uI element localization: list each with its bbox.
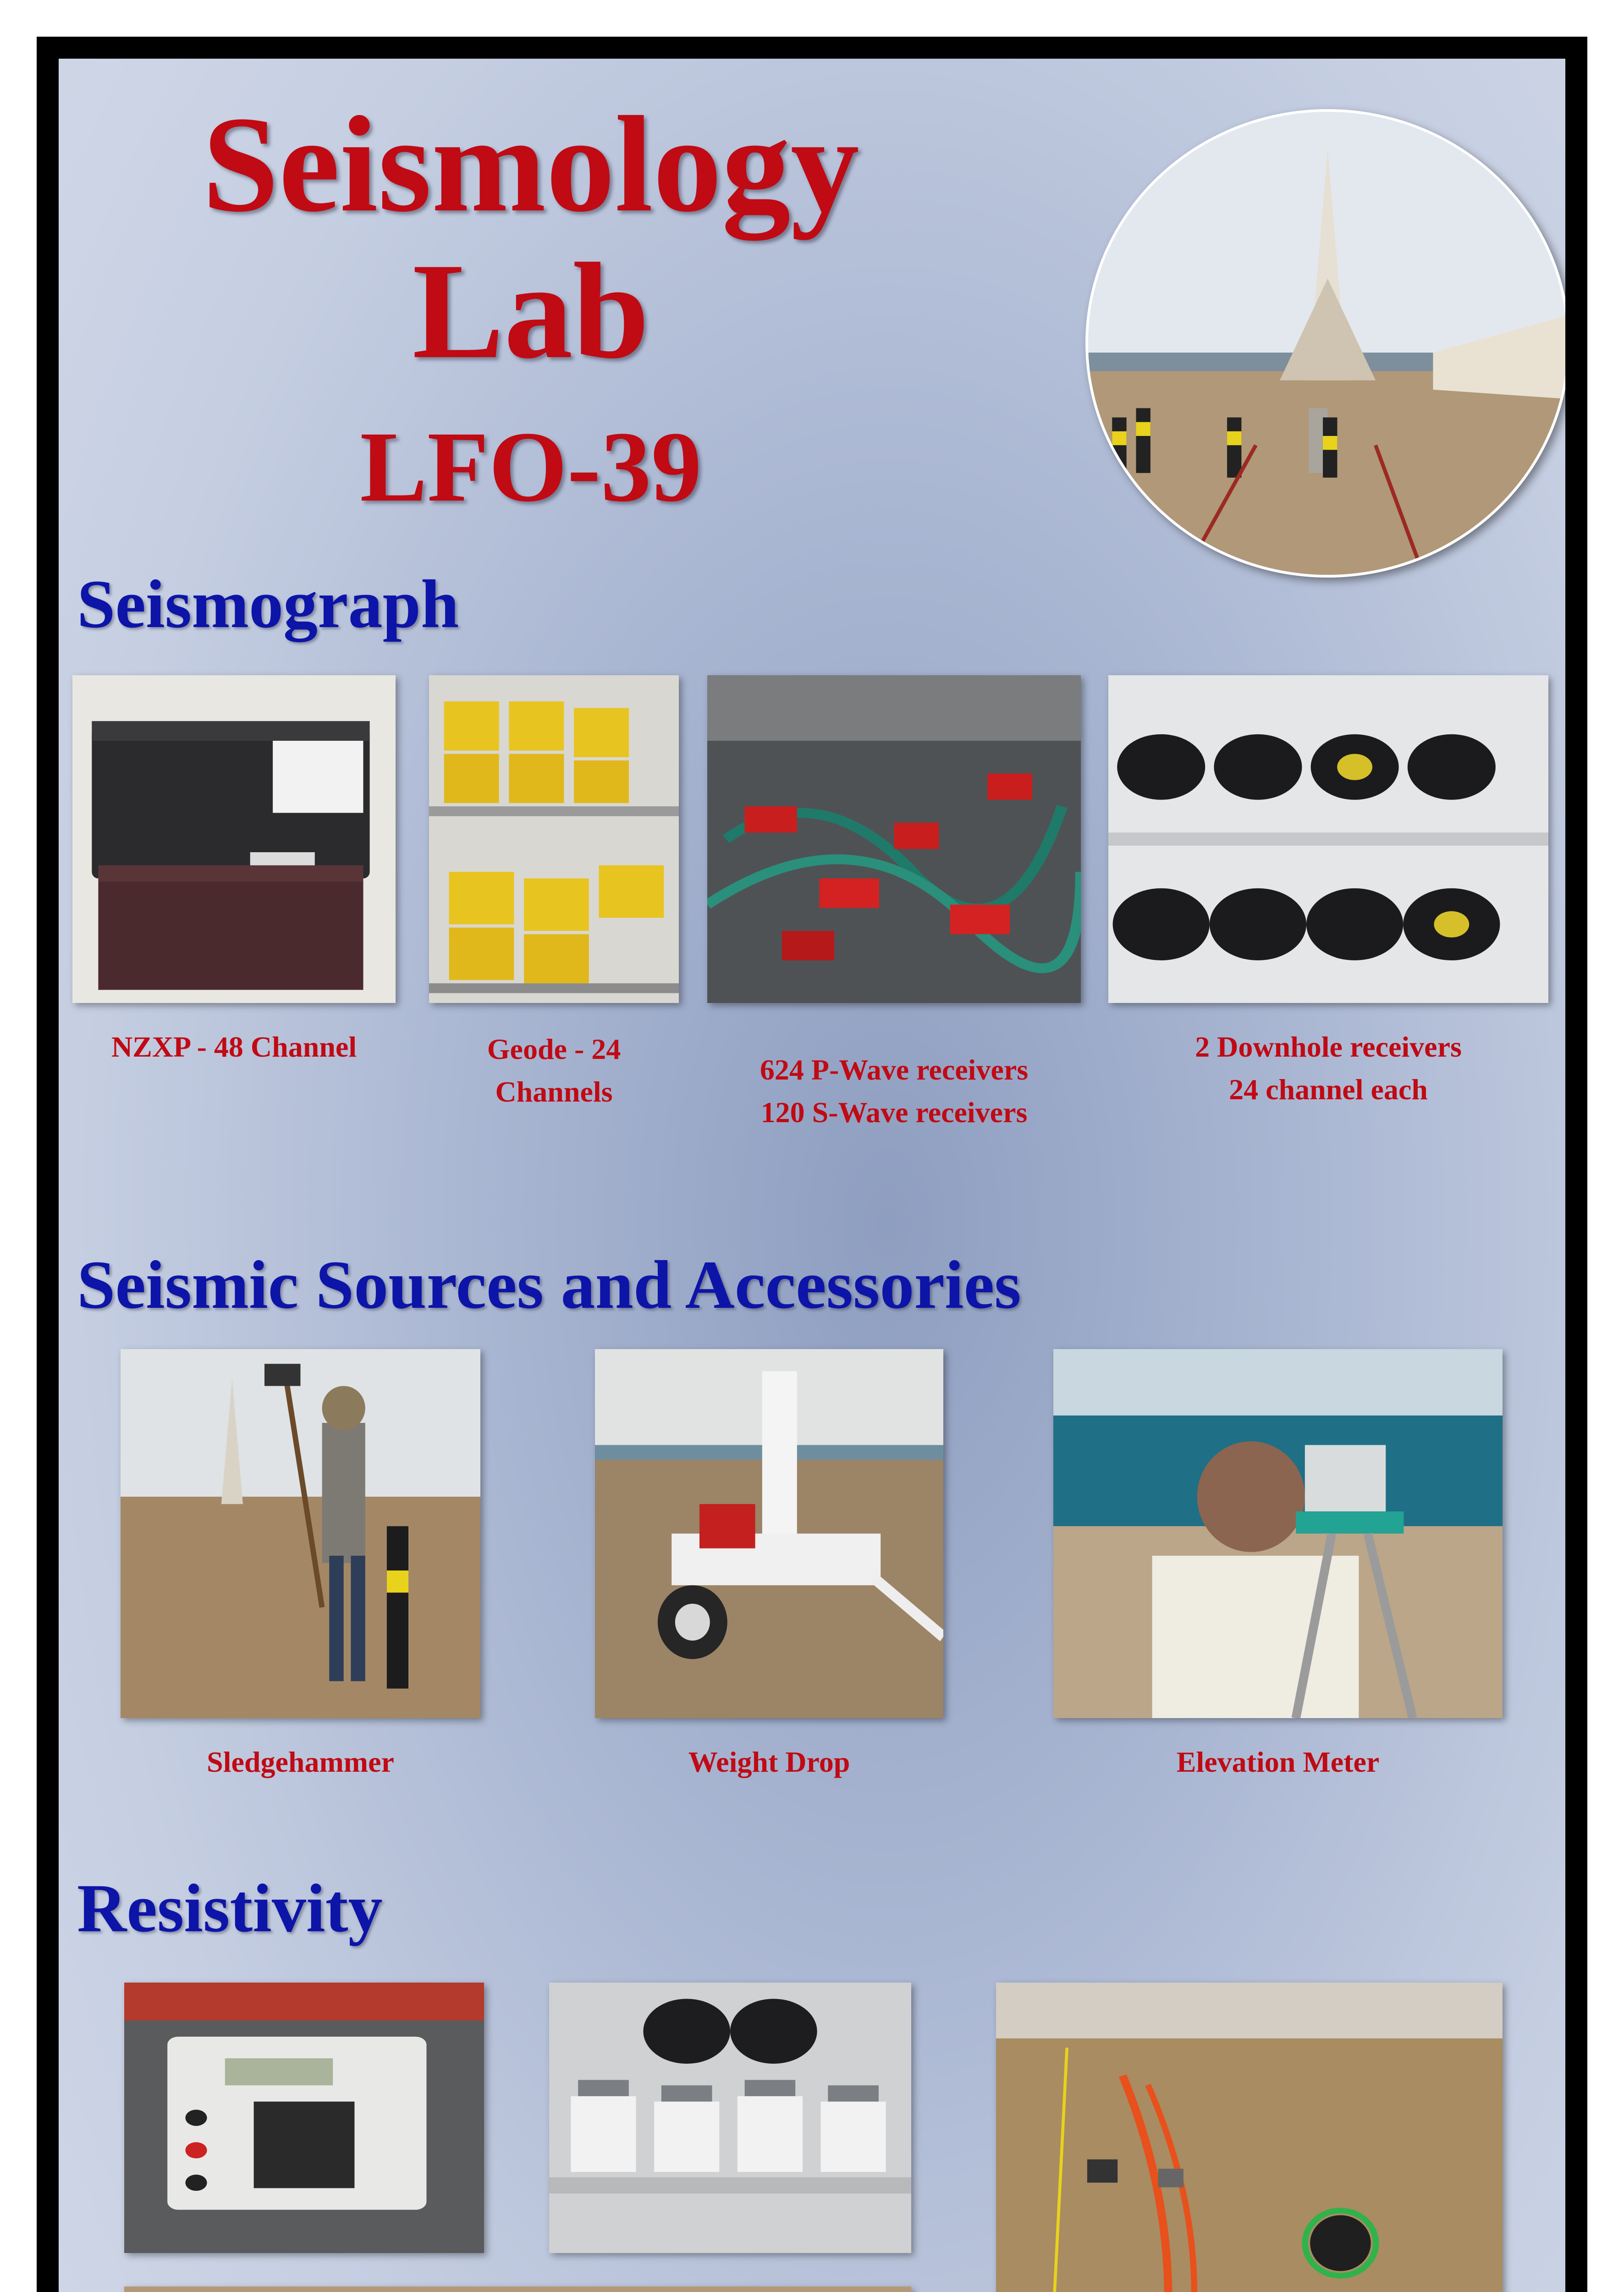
nzxp-seismograph-photo [72,675,396,1003]
title-line-3: LFO-39 [360,411,702,523]
section-seismograph: Seismograph [77,566,459,642]
caption-receivers-line-1: 624 P-Wave receivers [760,1053,1029,1086]
elevation-meter-photo [1053,1349,1503,1718]
section-resistivity: Resistivity [77,1870,383,1946]
caption-downhole-line-1: 2 Downhole receivers [1195,1030,1462,1063]
poster-panel [59,59,1565,2292]
sledgehammer-photo [121,1349,480,1718]
caption-receivers-line-2: 120 S-Wave receivers [760,1096,1028,1129]
resistivity-switch-boxes-photo [549,1983,911,2253]
title-line-1: Seismology [202,88,859,240]
geode-units-photo [429,675,679,1003]
caption-downhole [1108,1026,1548,1111]
downhole-reels-photo [1108,675,1548,1003]
caption-receivers [707,1049,1081,1134]
p-wave-receivers-photo [707,675,1081,1003]
caption-geode [429,1028,679,1113]
title-line-2: Lab [412,235,650,387]
caption-nzxp: NZXP - 48 Channel [111,1030,357,1063]
tower-field-photo [1085,109,1565,578]
weight-drop-photo [595,1349,943,1718]
section-seismic-sources: Seismic Sources and Accessories [77,1247,1021,1323]
resistivity-meter-photo [124,1983,484,2253]
syscal-field-photo [996,1983,1503,2292]
caption-downhole-line-2: 24 channel each [1229,1073,1428,1106]
caption-geode-line-1: Geode - 24 [487,1033,621,1065]
caption-weight-drop: Weight Drop [688,1746,850,1778]
caption-elevation-meter: Elevation Meter [1176,1746,1380,1778]
caption-sledgehammer: Sledgehammer [207,1746,394,1778]
caption-geode-line-2: Channels [495,1075,613,1108]
resistivity-node-box-photo [124,2286,911,2292]
